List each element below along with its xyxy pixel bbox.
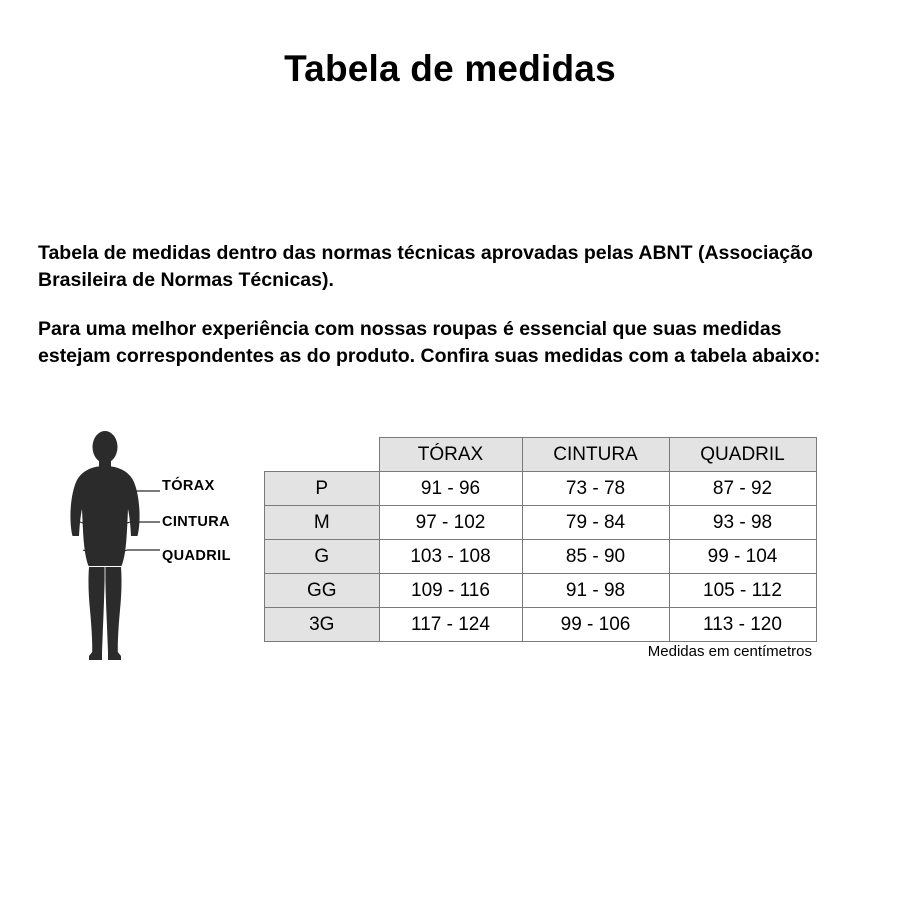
cell-torax: 109 - 116 xyxy=(379,574,522,608)
page-title: Tabela de medidas xyxy=(284,48,616,89)
table-row xyxy=(265,540,817,574)
figure-label-cintura: CINTURA xyxy=(162,514,231,530)
cell-torax: 117 - 124 xyxy=(379,608,522,642)
cell-size: GG xyxy=(265,574,380,608)
header-cell-blank xyxy=(265,438,380,472)
cell-cintura: 85 - 90 xyxy=(522,540,669,574)
intro-paragraph-1: Tabela de medidas dentro das normas técnicas aprovadas pelas ABNT (Associação Brasileira de Normas Técnicas). xyxy=(38,242,813,291)
cell-size: 3G xyxy=(265,608,380,642)
cell-cintura: 73 - 78 xyxy=(522,472,669,506)
cell-size: M xyxy=(265,506,380,540)
intro-text-block xyxy=(38,240,828,392)
table-header-row xyxy=(265,438,817,472)
cell-quadril: 105 - 112 xyxy=(669,574,816,608)
cell-torax: 91 - 96 xyxy=(379,472,522,506)
cell-size: G xyxy=(265,540,380,574)
header-cell-quadril: QUADRIL xyxy=(669,438,816,472)
cell-quadril: 87 - 92 xyxy=(669,472,816,506)
cell-quadril: 93 - 98 xyxy=(669,506,816,540)
table-row xyxy=(265,472,817,506)
cell-size: P xyxy=(265,472,380,506)
figure-label-quadril: QUADRIL xyxy=(162,548,231,564)
cell-quadril: 99 - 104 xyxy=(669,540,816,574)
units-note: Medidas em centímetros xyxy=(647,643,812,660)
cell-torax: 103 - 108 xyxy=(379,540,522,574)
cell-cintura: 99 - 106 xyxy=(522,608,669,642)
table-row xyxy=(265,608,817,642)
intro-paragraph-2: Para uma melhor experiência com nossas roupas é essencial que suas medidas estejam correspondentes as do produto. Confira suas medidas com a tabela abaixo: xyxy=(38,317,821,367)
cell-torax: 97 - 102 xyxy=(379,506,522,540)
header-cell-torax: TÓRAX xyxy=(379,438,522,472)
cell-quadril: 113 - 120 xyxy=(669,608,816,642)
table-row xyxy=(265,574,817,608)
cell-cintura: 79 - 84 xyxy=(522,506,669,540)
size-table-wrapper xyxy=(264,437,817,642)
cell-cintura: 91 - 98 xyxy=(522,574,669,608)
table-row xyxy=(265,506,817,540)
size-table xyxy=(264,437,817,642)
figure-label-torax: TÓRAX xyxy=(162,478,215,494)
header-cell-cintura: CINTURA xyxy=(522,438,669,472)
